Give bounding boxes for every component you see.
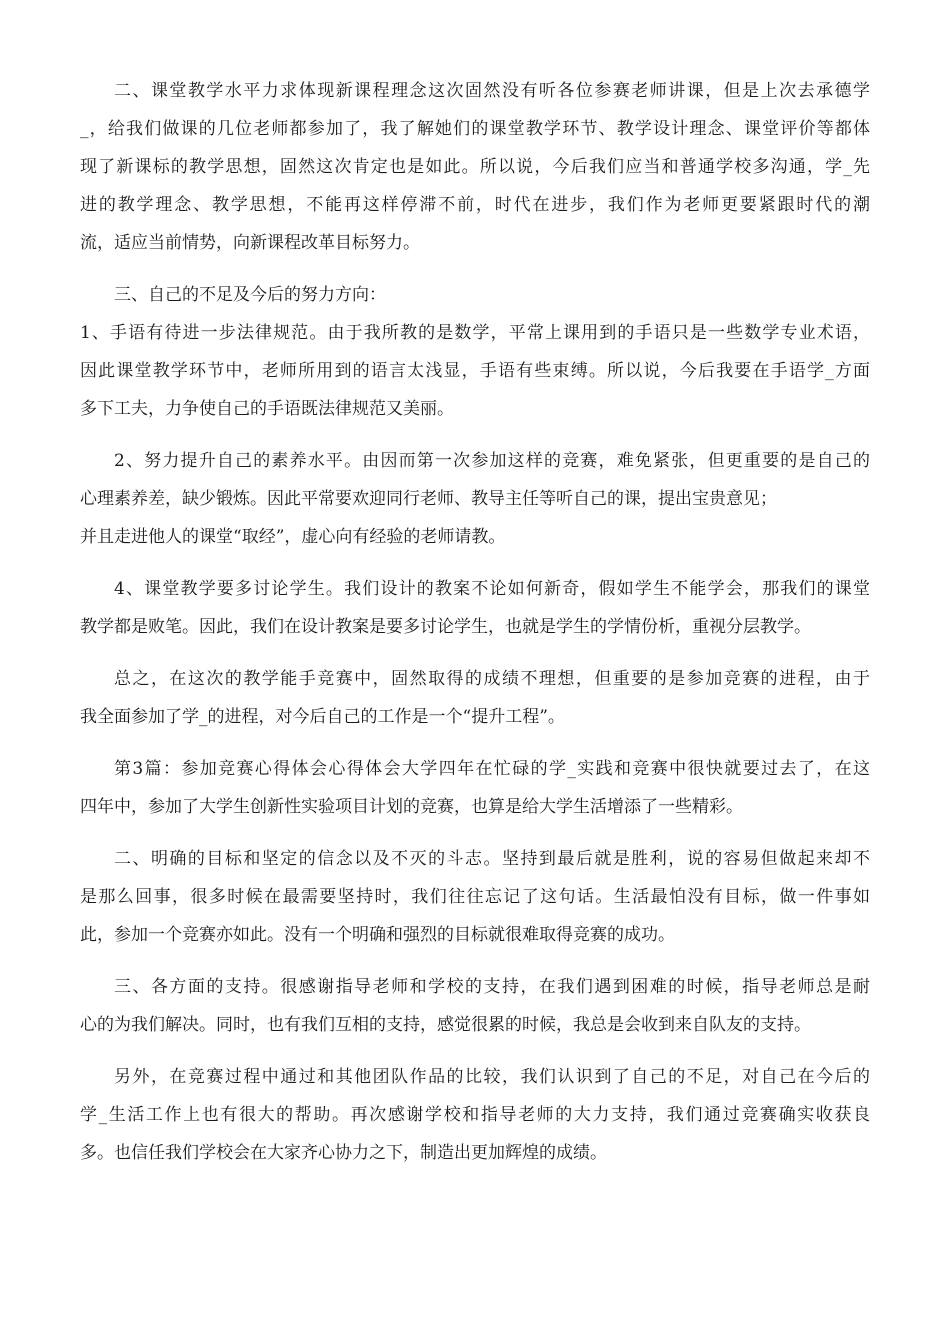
paragraph <box>80 276 870 314</box>
text-line: 多下工夫，力争使自己的手语既法律规范又美丽。 <box>80 399 454 419</box>
paragraph <box>80 750 870 826</box>
text-line: 多。也信任我们学校会在大家齐心协力之下，制造出更加辉煌的成绩。 <box>80 1143 607 1163</box>
text-line: 是那么回事，很多时候在最需要坚持时，我们往往忘记了这句话。生活最怕没有目标，做一件事如 <box>80 887 870 907</box>
text-line: 二、明确的目标和坚定的信念以及不灭的斗志。坚持到最后就是胜利，说的容易但做起来却不 <box>114 849 870 869</box>
text-line: 心的为我们解决。同时，也有我们互相的支持，感觉很累的时候，我总是会收到来自队友的支持。 <box>80 1015 811 1035</box>
paragraph <box>80 1058 870 1172</box>
text-line: 学_生活工作上也有很大的帮助。再次感谢学校和指导老师的大力支持，我们通过竞赛确实收获良 <box>80 1105 870 1125</box>
text-line: 总之，在这次的教学能手竞赛中，固然取得的成绩不理想，但重要的是参加竞赛的进程，由于 <box>114 669 870 689</box>
text-line: 因此课堂教学环节中，老师所用到的语言太浅显，手语有些束缚。所以说，今后我要在手语学_方面 <box>80 361 870 381</box>
paragraph <box>80 442 870 518</box>
paragraph <box>80 968 870 1044</box>
text-line: 4、课堂教学要多讨论学生。我们设计的教案不论如何新奇，假如学生不能学会，那我们的课堂 <box>114 579 870 599</box>
text-line: 第3篇：参加竞赛心得体会心得体会大学四年在忙碌的学_实践和竞赛中很快就要过去了，在这 <box>114 759 870 779</box>
text-line: 二、课堂教学水平力求体现新课程理念这次固然没有听各位参赛老师讲课，但是上次去承德学 <box>114 81 870 101</box>
text-line: _，给我们做课的几位老师都参加了，我了解她们的课堂教学环节、教学设计理念、课堂评价等都体 <box>80 119 870 139</box>
text-line: 流，适应当前情势，向新课程改革目标努力。 <box>80 233 420 253</box>
text-line: 进的教学理念、教学思想，不能再这样停滞不前，时代在进步，我们作为老师更要紧跟时代的潮 <box>80 195 870 215</box>
paragraph <box>80 72 870 262</box>
text-line: 并且走进他人的课堂“取经”，虚心向有经验的老师请教。 <box>80 527 506 547</box>
paragraph <box>80 660 870 736</box>
text-line: 教学都是败笔。因此，我们在设计教案是要多讨论学生，也就是学生的学情份析，重视分层教学。 <box>80 617 811 637</box>
text-line: 另外，在竞赛过程中通过和其他团队作品的比较，我们认识到了自己的不足，对自己在今后的 <box>114 1067 870 1087</box>
text-line: 现了新课标的教学思想，固然这次肯定也是如此。所以说，今后我们应当和普通学校多沟通，学_先 <box>80 157 870 177</box>
text-line: 此，参加一个竞赛亦如此。没有一个明确和强烈的目标就很难取得竞赛的成功。 <box>80 925 675 945</box>
document-body <box>80 72 870 1186</box>
text-line: 三、自己的不足及今后的努力方向： <box>114 285 386 305</box>
paragraph <box>80 840 870 954</box>
text-line: 我全面参加了学_的进程，对今后自己的工作是一个“提升工程”。 <box>80 707 565 727</box>
paragraph <box>80 314 870 428</box>
paragraph <box>80 570 870 646</box>
text-line: 四年中，参加了大学生创新性实验项目计划的竞赛，也算是给大学生活增添了一些精彩。 <box>80 797 743 817</box>
text-line: 心理素养差，缺少锻炼。因此平常要欢迎同行老师、教导主任等听自己的课，提出宝贵意见； <box>80 489 777 509</box>
text-line: 2、努力提升自己的素养水平。由因而第一次参加这样的竞赛，难免紧张，但更重要的是自己的 <box>114 451 870 471</box>
text-line: 1、手语有待进一步法律规范。由于我所教的是数学，平常上课用到的手语只是一些数学专业术语， <box>80 323 870 343</box>
paragraph <box>80 518 870 556</box>
text-line: 三、各方面的支持。很感谢指导老师和学校的支持，在我们遇到困难的时候，指导老师总是耐 <box>114 977 870 997</box>
